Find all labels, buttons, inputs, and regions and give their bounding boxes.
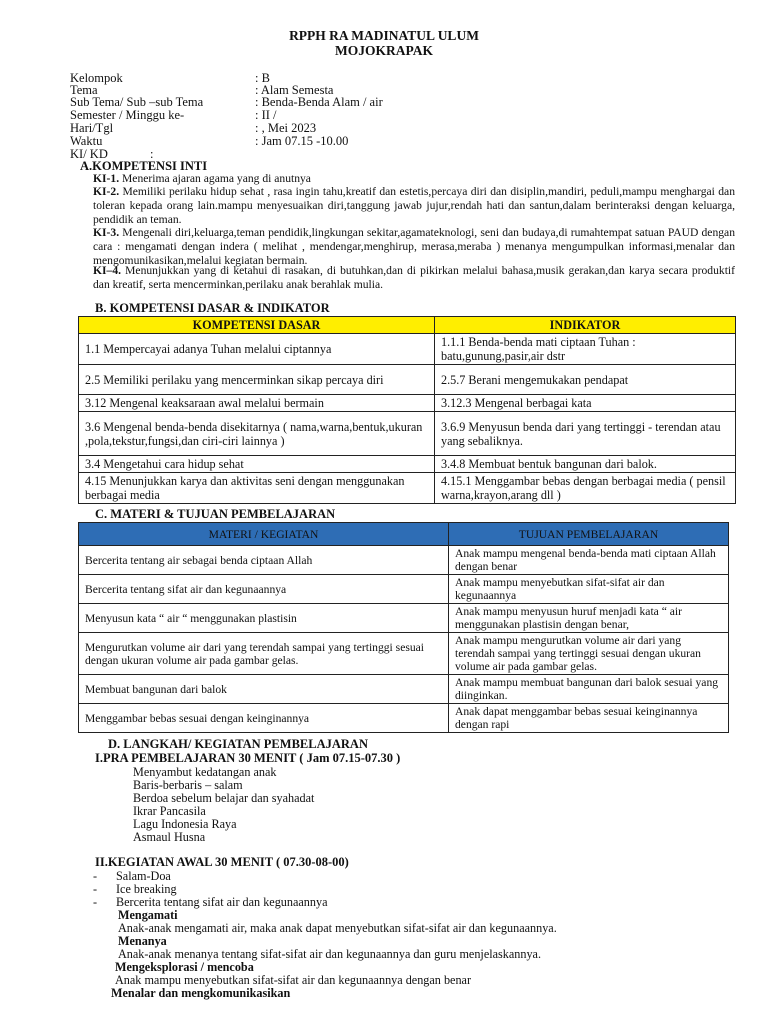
table-row <box>79 334 736 365</box>
tujuan-cell: Anak mampu menyebutkan sifat-sifat air dan kegunaannya <box>449 575 729 604</box>
ki-4 <box>93 264 735 292</box>
table-row <box>79 633 729 675</box>
kd-cell: 2.5 Memiliki perilaku yang mencerminkan sikap percaya diri <box>79 365 435 395</box>
info-value: : Benda-Benda Alam / air <box>255 95 383 109</box>
materi-cell: Menyusun kata “ air “ menggunakan plastisin <box>79 604 449 633</box>
indikator-cell: 3.12.3 Mengenal berbagai kata <box>435 395 736 412</box>
list-item: Menyambut kedatangan anak <box>133 765 277 779</box>
table-row <box>79 575 729 604</box>
indikator-cell: 1.1.1 Benda-benda mati ciptaan Tuhan : batu,gunung,pasir,air dstr <box>435 334 736 365</box>
info-value: : Alam Semesta <box>255 83 334 97</box>
info-label: Sub Tema/ Sub –sub Tema <box>70 95 204 109</box>
activity-text: Anak-anak menanya tentang sifat-sifat air dan kegunaannya dan guru menjelaskannya. <box>118 947 542 961</box>
info-label: Semester / Minggu ke- <box>70 108 185 122</box>
activity-label: Menalar dan mengkomunikasikan <box>111 986 291 1000</box>
info-label: KI/ KD <box>70 147 108 161</box>
ki-1 <box>93 172 735 186</box>
list-item: Ice breaking <box>116 882 177 896</box>
table-row <box>79 704 729 733</box>
column-header: INDIKATOR <box>435 317 736 334</box>
indikator-cell: 4.15.1 Menggambar bebas dengan berbagai media ( pensil warna,krayon,arang dll ) <box>435 473 736 504</box>
info-value: : <box>150 147 154 161</box>
tujuan-cell: Anak mampu mengenal benda-benda mati ciptaan Allah dengan benar <box>449 546 729 575</box>
activity-label: Mengamati <box>118 908 178 922</box>
table-row <box>79 456 736 473</box>
info-label: Waktu <box>70 134 103 148</box>
info-value: : B <box>255 71 270 85</box>
ki-text: Menunjukkan yang di ketahui di rasakan, di butuhkan,dan di pikirkan melalui bahasa,musik gerakan,dan karya secara produktif dan kreatif, serta mencerminkan,perilaku anak berahlak mulia. <box>93 264 735 291</box>
column-header: MATERI / KEGIATAN <box>79 523 449 546</box>
list-item: Bercerita tentang sifat air dan kegunaannya <box>116 895 328 909</box>
info-label: Kelompok <box>70 71 123 85</box>
bullet: - <box>93 895 98 909</box>
indikator-cell: 3.4.8 Membuat bentuk bangunan dari balok. <box>435 456 736 473</box>
column-header: TUJUAN PEMBELAJARAN <box>449 523 729 546</box>
tujuan-cell: Anak mampu mengurutkan volume air dari yang terendah sampai yang tertinggi sesuai dengan ukuran volume air pada gambar gelas. <box>449 633 729 675</box>
pra-heading: I.PRA PEMBELAJARAN 30 MENIT ( Jam 07.15-07.30 ) <box>95 751 401 765</box>
materi-cell: Mengurutkan volume air dari yang terendah sampai yang tertinggi sesuai dengan ukuran volume air pada gambar gelas. <box>79 633 449 675</box>
ki-code: KI-3. <box>93 226 120 239</box>
info-block <box>70 71 470 171</box>
materi-cell: Bercerita tentang sifat air dan kegunaannya <box>79 575 449 604</box>
list-item: Baris-berbaris – salam <box>133 778 243 792</box>
section-a-heading: A.KOMPETENSI INTI <box>80 159 208 173</box>
table-row <box>79 604 729 633</box>
info-value: : Jam 07.15 -10.00 <box>255 134 349 148</box>
table-row <box>79 675 729 704</box>
kd-cell: 4.15 Menunjukkan karya dan aktivitas seni dengan menggunakan berbagai media <box>79 473 435 504</box>
bullet: - <box>93 882 98 896</box>
activity-label: Mengeksplorasi / mencoba <box>115 960 254 974</box>
kd-cell: 3.12 Mengenal keaksaraan awal melalui bermain <box>79 395 435 412</box>
info-value: : , Mei 2023 <box>255 121 317 135</box>
document-subtitle: MOJOKRAPAK <box>335 43 433 58</box>
section-d-heading: D. LANGKAH/ KEGIATAN PEMBELAJARAN <box>108 737 368 751</box>
ki-text: Memiliki perilaku hidup sehat , rasa ingin tahu,kreatif dan estetis,percaya diri dan disiplin,mandiri, peduli,mampu menghargai dan toleran kepada orang lain.mampu menyesuaikan diri,tanggung jawab jujur,rendah hati dan santun,dalam berinteraksi dengan keluarga, pendidik an teman. <box>93 185 735 226</box>
table-row <box>79 473 736 504</box>
ki-code: KI-1. <box>93 172 120 185</box>
tujuan-cell: Anak mampu menyusun huruf menjadi kata “ air menggunakan plastisin dengan benar, <box>449 604 729 633</box>
materi-cell: Menggambar bebas sesuai dengan keinginannya <box>79 704 449 733</box>
materi-tujuan-table <box>78 522 729 733</box>
list-item: Asmaul Husna <box>133 830 206 844</box>
tujuan-cell: Anak dapat menggambar bebas sesuai keinginannya dengan rapi <box>449 704 729 733</box>
ki-code: KI–4. <box>93 264 122 277</box>
info-label: Tema <box>70 83 98 97</box>
ki-2 <box>93 185 735 227</box>
list-item: Lagu Indonesia Raya <box>133 817 237 831</box>
table-row <box>79 412 736 456</box>
section-c-heading: C. MATERI & TUJUAN PEMBELAJARAN <box>95 507 336 521</box>
list-item: Ikrar Pancasila <box>133 804 206 818</box>
kd-indikator-table <box>78 316 736 504</box>
ki-code: KI-2. <box>93 185 120 198</box>
info-value: : II / <box>255 108 277 122</box>
column-header: KOMPETENSI DASAR <box>79 317 435 334</box>
table-header-row <box>79 317 736 334</box>
kd-cell: 1.1 Mempercayai adanya Tuhan melalui ciptannya <box>79 334 435 365</box>
list-item: Berdoa sebelum belajar dan syahadat <box>133 791 315 805</box>
indikator-cell: 2.5.7 Berani mengemukakan pendapat <box>435 365 736 395</box>
list-item: Salam-Doa <box>116 869 171 883</box>
indikator-cell: 3.6.9 Menyusun benda dari yang tertinggi - terendan atau yang sebaliknya. <box>435 412 736 456</box>
kd-cell: 3.6 Mengenal benda-benda disekitarnya ( nama,warna,bentuk,ukuran ,pola,tekstur,fungsi,dan ciri-ciri lainnya ) <box>79 412 435 456</box>
activity-text: Anak-anak mengamati air, maka anak dapat menyebutkan sifat-sifat air dan kegunaannya. <box>118 921 557 935</box>
activity-label: Menanya <box>118 934 167 948</box>
activity-text: Anak mampu menyebutkan sifat-sifat air dan kegunaannya dengan benar <box>115 973 472 987</box>
ki-text: Mengenali diri,keluarga,teman pendidik,lingkungan sekitar,agamateknologi, seni dan budaya,di rumahtempat satuan PAUD dengan cara : mengamati dengan indera ( melihat , mendengar,menghirup, merasa,meraba ) menanya mengumpulkan informasi,menalar dan mengomunikasikan,melalui kegiatan bermain. <box>93 226 735 267</box>
table-header-row <box>79 523 729 546</box>
tujuan-cell: Anak mampu membuat bangunan dari balok sesuai yang diinginkan. <box>449 675 729 704</box>
table-row <box>79 365 736 395</box>
document-title: RPPH RA MADINATUL ULUM <box>289 28 479 43</box>
table-row <box>79 546 729 575</box>
materi-cell: Membuat bangunan dari balok <box>79 675 449 704</box>
section-b-heading: B. KOMPETENSI DASAR & INDIKATOR <box>95 301 330 315</box>
info-label: Hari/Tgl <box>70 121 114 135</box>
table-row <box>79 395 736 412</box>
ki-3 <box>93 226 735 268</box>
kd-cell: 3.4 Mengetahui cara hidup sehat <box>79 456 435 473</box>
bullet: - <box>93 869 98 883</box>
awal-heading: II.KEGIATAN AWAL 30 MENIT ( 07.30-08-00) <box>95 855 349 869</box>
ki-text: Menerima ajaran agama yang di anutnya <box>119 172 311 185</box>
materi-cell: Bercerita tentang air sebagai benda ciptaan Allah <box>79 546 449 575</box>
